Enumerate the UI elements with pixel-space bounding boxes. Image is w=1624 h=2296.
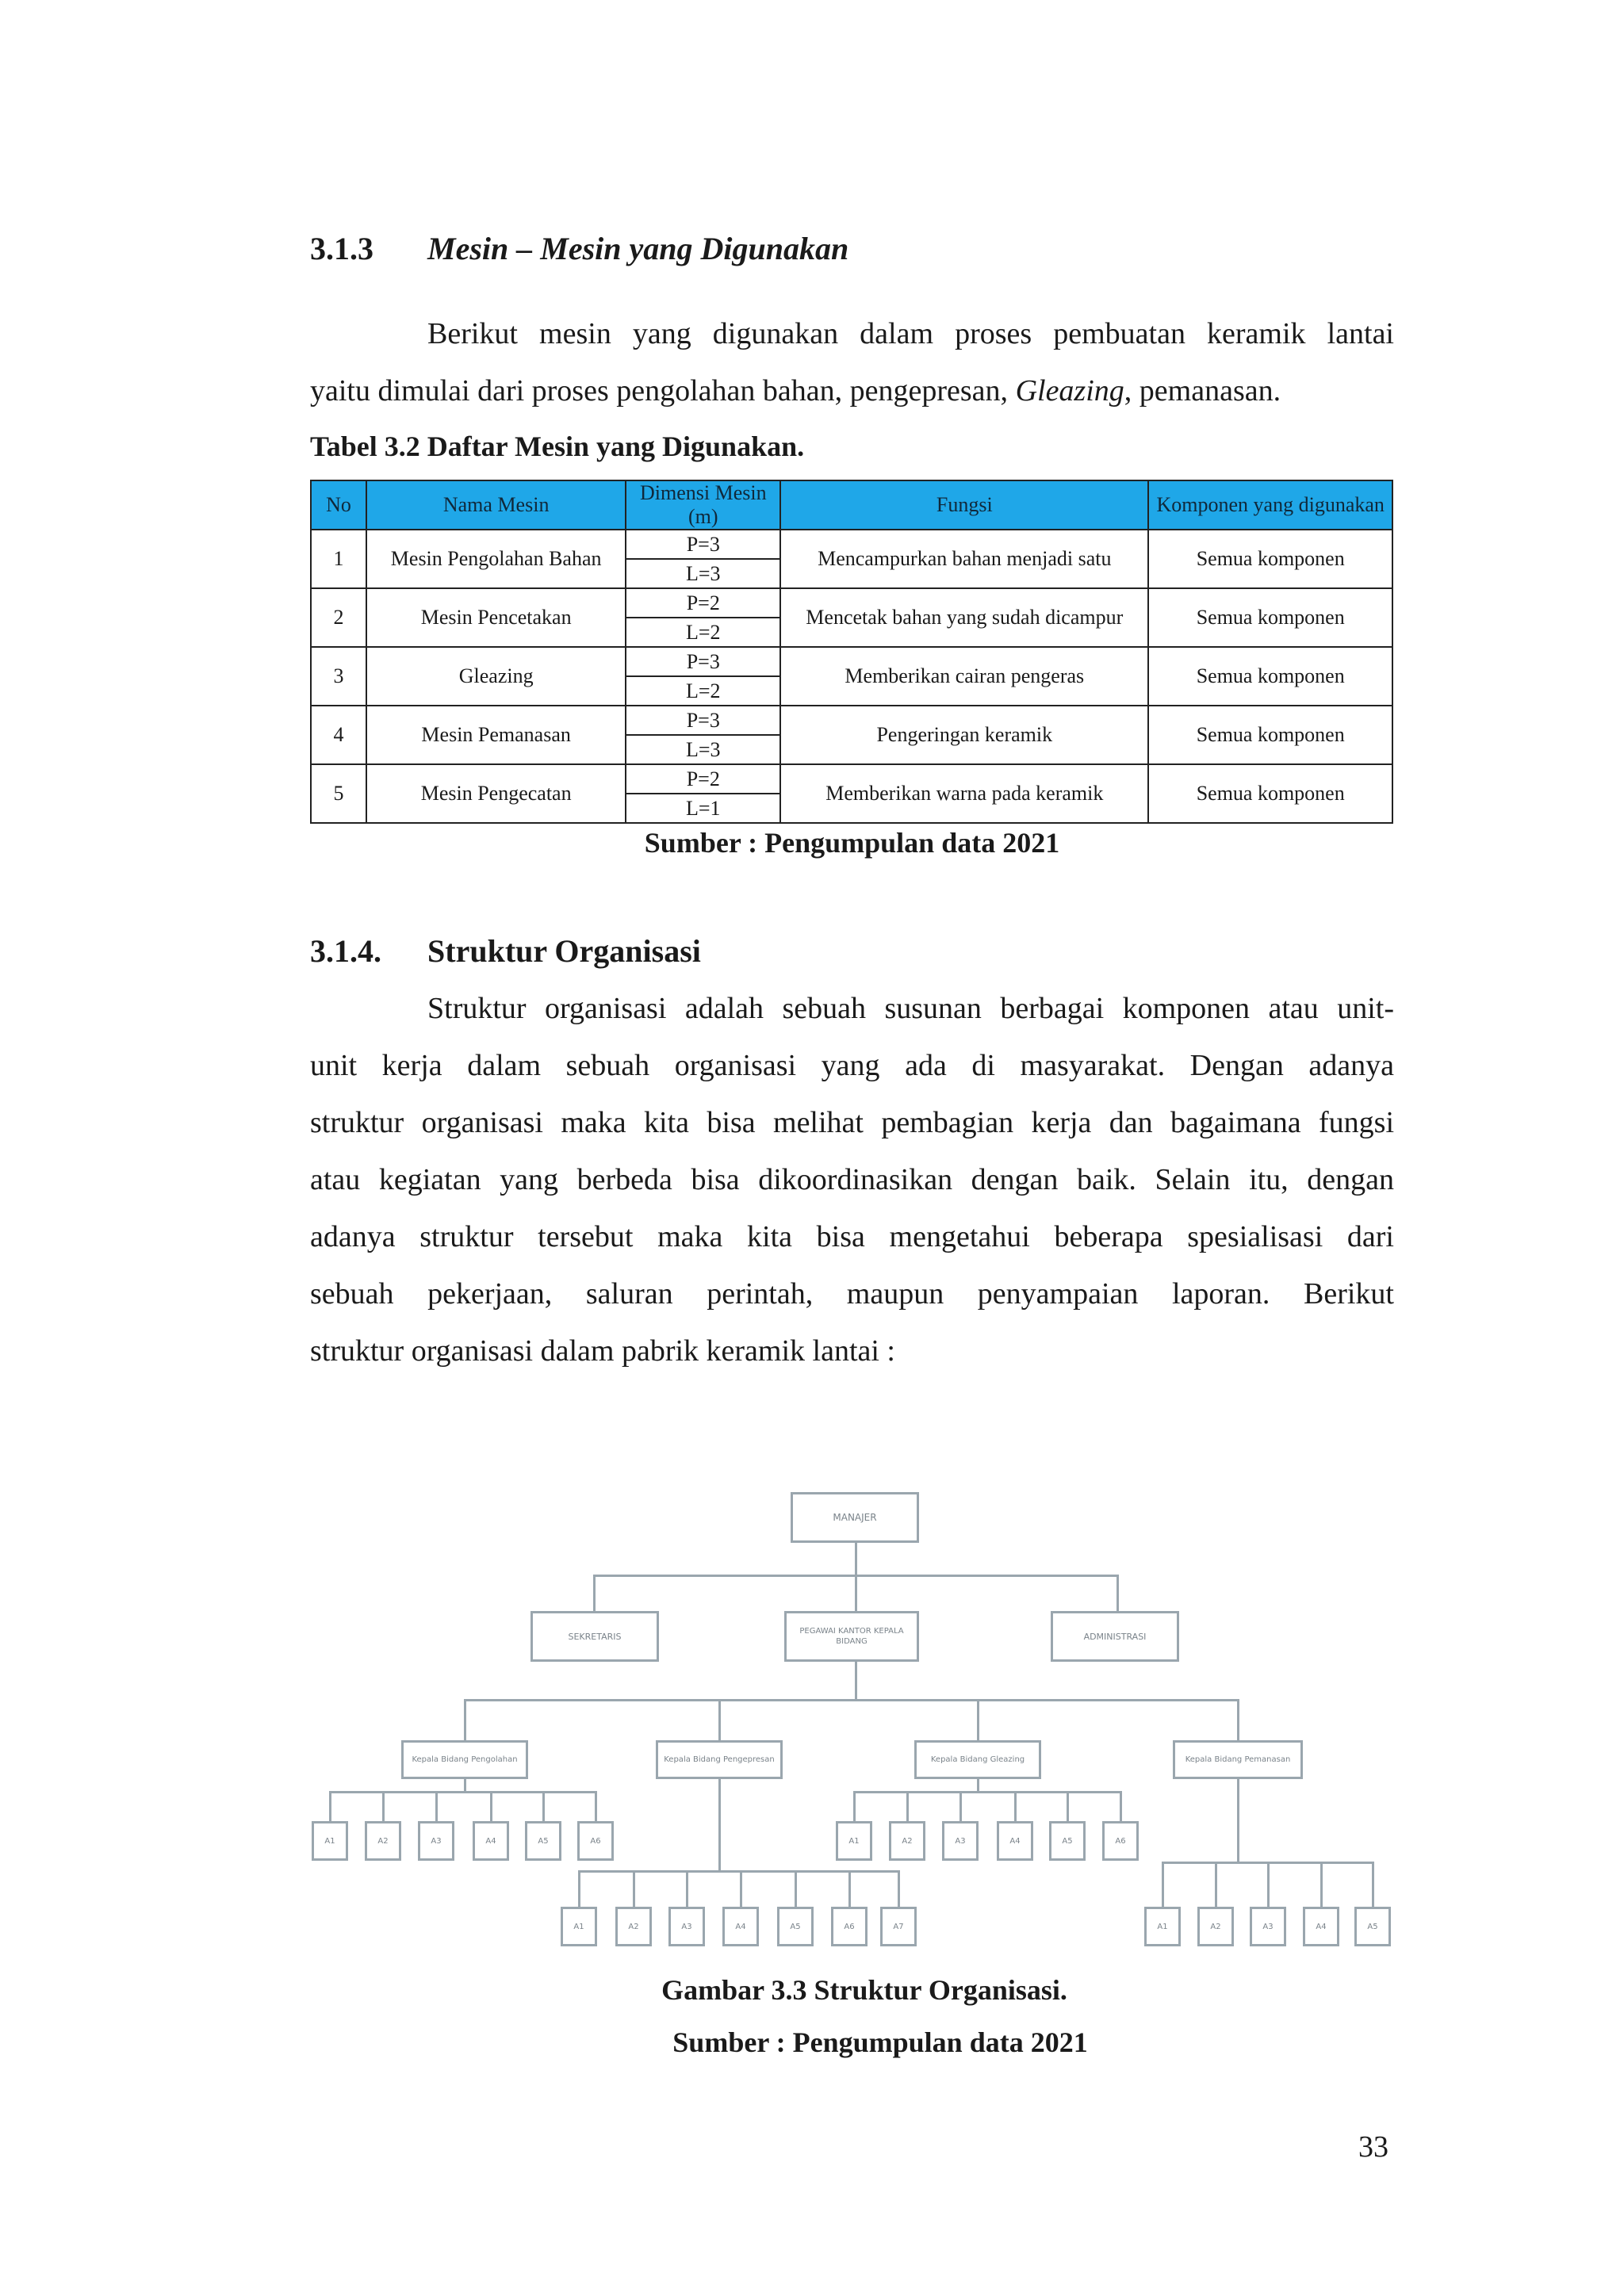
connector xyxy=(718,1699,721,1740)
connector xyxy=(330,1791,595,1793)
org-line-6: sebuah pekerjaan, saluran perintah, maupun penyampaian laporan. Berikut xyxy=(310,1277,1394,1311)
table-row xyxy=(311,530,1392,559)
org-box-staff: A3 xyxy=(668,1907,705,1946)
intro-line-1: Berikut mesin yang digunakan dalam proses pembuatan keramik lantai xyxy=(427,317,1394,350)
org-box-staff: A2 xyxy=(615,1907,652,1946)
cell-komponen: Semua komponen xyxy=(1148,588,1392,647)
connector xyxy=(740,1870,742,1907)
connector xyxy=(977,1699,979,1740)
org-box-staff: A5 xyxy=(1049,1821,1086,1861)
org-box-staff: A6 xyxy=(577,1821,614,1861)
header-komponen: Komponen yang digunakan xyxy=(1148,480,1392,530)
org-box-staff: A7 xyxy=(880,1907,917,1946)
intro-line-2 xyxy=(310,374,1281,408)
connector xyxy=(1116,1575,1119,1611)
connector xyxy=(855,1541,857,1576)
header-nama: Nama Mesin xyxy=(366,480,626,530)
cell-fungsi: Mencampurkan bahan menjadi satu xyxy=(780,530,1148,588)
cell-nama: Mesin Pemanasan xyxy=(366,706,626,764)
org-box-kabid-pengolahan: Kepala Bidang Pengolahan xyxy=(401,1740,528,1779)
cell-nama: Gleazing xyxy=(366,647,626,706)
connector xyxy=(464,1779,466,1792)
table-caption: Tabel 3.2 Daftar Mesin yang Digunakan. xyxy=(310,430,805,462)
connector xyxy=(1162,1862,1164,1907)
connector xyxy=(1162,1862,1372,1864)
connector xyxy=(382,1791,385,1821)
cell-dimensi-l: L=2 xyxy=(626,618,780,647)
org-box-staff: A6 xyxy=(831,1907,868,1946)
section-heading-313 xyxy=(310,230,848,267)
cell-dimensi-l: L=3 xyxy=(626,735,780,764)
connector xyxy=(1237,1699,1239,1740)
org-box-staff: A3 xyxy=(942,1821,979,1861)
connector xyxy=(718,1779,721,1872)
org-box-staff: A6 xyxy=(1102,1821,1139,1861)
org-box-staff: A2 xyxy=(1197,1907,1234,1946)
cell-nama: Mesin Pengolahan Bahan xyxy=(366,530,626,588)
connector xyxy=(1267,1862,1270,1907)
org-box-staff: A4 xyxy=(473,1821,509,1861)
connector xyxy=(1120,1791,1122,1821)
connector xyxy=(853,1791,856,1821)
cell-dimensi-p: P=3 xyxy=(626,647,780,676)
connector xyxy=(855,1575,857,1611)
org-box-staff: A4 xyxy=(997,1821,1033,1861)
connector xyxy=(686,1870,688,1907)
org-box-sekretaris: SEKRETARIS xyxy=(530,1611,659,1662)
cell-fungsi: Memberikan cairan pengeras xyxy=(780,647,1148,706)
org-line-4: atau kegiatan yang berbeda bisa dikoordinasikan dengan baik. Selain itu, dengan xyxy=(310,1163,1394,1196)
org-box-kabid-gleazing: Kepala Bidang Gleazing xyxy=(914,1740,1041,1779)
cell-dimensi-p: P=2 xyxy=(626,764,780,794)
table-row xyxy=(311,706,1392,735)
cell-nama: Mesin Pengecatan xyxy=(366,764,626,823)
cell-dimensi-l: L=1 xyxy=(626,794,780,823)
cell-dimensi-l: L=3 xyxy=(626,559,780,588)
table-row xyxy=(311,764,1392,794)
connector xyxy=(633,1870,635,1907)
connector xyxy=(906,1791,909,1821)
org-box-staff: A3 xyxy=(418,1821,454,1861)
org-box-kabid-pemanasan: Kepala Bidang Pemanasan xyxy=(1173,1740,1303,1779)
page-number: 33 xyxy=(1358,2130,1388,2164)
org-box-staff: A5 xyxy=(777,1907,814,1946)
connector xyxy=(464,1699,1239,1701)
intro-italic: Gleazing xyxy=(1015,374,1124,408)
cell-no: 4 xyxy=(311,706,366,764)
org-line-2: unit kerja dalam sebuah organisasi yang ada di masyarakat. Dengan adanya xyxy=(310,1049,1394,1082)
intro-paragraph xyxy=(310,305,1394,419)
connector xyxy=(795,1870,797,1907)
table-source: Sumber : Pengumpulan data 2021 xyxy=(644,827,1060,859)
connector xyxy=(595,1791,597,1821)
cell-dimensi-p: P=3 xyxy=(626,706,780,735)
connector xyxy=(464,1699,466,1740)
connector xyxy=(1372,1862,1374,1907)
org-box-staff: A4 xyxy=(722,1907,759,1946)
org-box-staff: A1 xyxy=(1144,1907,1181,1946)
cell-no: 5 xyxy=(311,764,366,823)
intro-end: , pemanasan. xyxy=(1124,374,1281,408)
connector xyxy=(435,1791,438,1821)
section-title: Mesin – Mesin yang Digunakan xyxy=(427,231,849,266)
connector xyxy=(490,1791,492,1821)
connector xyxy=(898,1870,900,1907)
cell-komponen: Semua komponen xyxy=(1148,764,1392,823)
org-box-staff: A2 xyxy=(365,1821,401,1861)
org-paragraph xyxy=(310,980,1394,1380)
org-line-5: adanya struktur tersebut maka kita bisa mengetahui beberapa spesialisasi dari xyxy=(310,1220,1394,1253)
connector xyxy=(593,1575,1118,1577)
connector xyxy=(593,1575,596,1611)
org-box-kepala-bidang: PEGAWAI KANTOR KEPALA BIDANG xyxy=(784,1611,919,1662)
cell-dimensi-l: L=2 xyxy=(626,676,780,706)
connector xyxy=(579,1870,898,1873)
cell-no: 1 xyxy=(311,530,366,588)
connector xyxy=(329,1791,331,1821)
cell-no: 2 xyxy=(311,588,366,647)
connector xyxy=(977,1779,979,1792)
org-box-kabid-pengepresan: Kepala Bidang Pengepresan xyxy=(656,1740,783,1779)
cell-komponen: Semua komponen xyxy=(1148,706,1392,764)
figure-source: Sumber : Pengumpulan data 2021 xyxy=(672,2026,1088,2058)
connector xyxy=(1215,1862,1217,1907)
org-box-staff: A1 xyxy=(561,1907,597,1946)
figure-caption: Gambar 3.3 Struktur Organisasi. xyxy=(661,1974,1067,2006)
connector xyxy=(542,1791,545,1821)
org-line-1: Struktur organisasi adalah sebuah susunan berbagai komponen atau unit- xyxy=(427,992,1394,1025)
cell-dimensi-p: P=3 xyxy=(626,530,780,559)
table-row xyxy=(311,647,1392,676)
org-box-staff: A3 xyxy=(1250,1907,1286,1946)
connector xyxy=(578,1870,580,1907)
cell-fungsi: Memberikan warna pada keramik xyxy=(780,764,1148,823)
cell-no: 3 xyxy=(311,647,366,706)
section-title: Struktur Organisasi xyxy=(427,933,701,969)
cell-komponen: Semua komponen xyxy=(1148,647,1392,706)
connector xyxy=(848,1870,851,1907)
org-box-staff: A5 xyxy=(525,1821,561,1861)
connector xyxy=(1320,1862,1323,1907)
org-box-administrasi: ADMINISTRASI xyxy=(1051,1611,1179,1662)
connector xyxy=(855,1661,857,1701)
org-box-staff: A1 xyxy=(312,1821,348,1861)
org-box-staff: A5 xyxy=(1354,1907,1391,1946)
table-header-row xyxy=(311,480,1392,530)
cell-nama: Mesin Pencetakan xyxy=(366,588,626,647)
section-heading-314 xyxy=(310,932,701,970)
org-line-3: struktur organisasi maka kita bisa melihat pembagian kerja dan bagaimana fungsi xyxy=(310,1106,1394,1139)
table-row xyxy=(311,588,1392,618)
section-number: 3.1.4. xyxy=(310,933,381,969)
header-dimensi: Dimensi Mesin (m) xyxy=(626,480,780,530)
header-no: No xyxy=(311,480,366,530)
connector xyxy=(1014,1791,1017,1821)
connector xyxy=(1067,1791,1069,1821)
org-line-7: struktur organisasi dalam pabrik keramik lantai : xyxy=(310,1334,895,1368)
org-box-manager: MANAJER xyxy=(791,1492,919,1543)
org-box-staff: A1 xyxy=(836,1821,872,1861)
org-box-staff: A4 xyxy=(1303,1907,1339,1946)
cell-dimensi-p: P=2 xyxy=(626,588,780,618)
connector xyxy=(853,1791,1121,1793)
connector xyxy=(1237,1779,1239,1862)
connector xyxy=(959,1791,962,1821)
section-number: 3.1.3 xyxy=(310,231,373,266)
intro-line-2-text: yaitu dimulai dari proses pengolahan bahan, pengepresan, xyxy=(310,374,1009,408)
org-box-staff: A2 xyxy=(889,1821,925,1861)
cell-fungsi: Pengeringan keramik xyxy=(780,706,1148,764)
cell-komponen: Semua komponen xyxy=(1148,530,1392,588)
cell-fungsi: Mencetak bahan yang sudah dicampur xyxy=(780,588,1148,647)
machine-table xyxy=(310,480,1393,824)
header-fungsi: Fungsi xyxy=(780,480,1148,530)
